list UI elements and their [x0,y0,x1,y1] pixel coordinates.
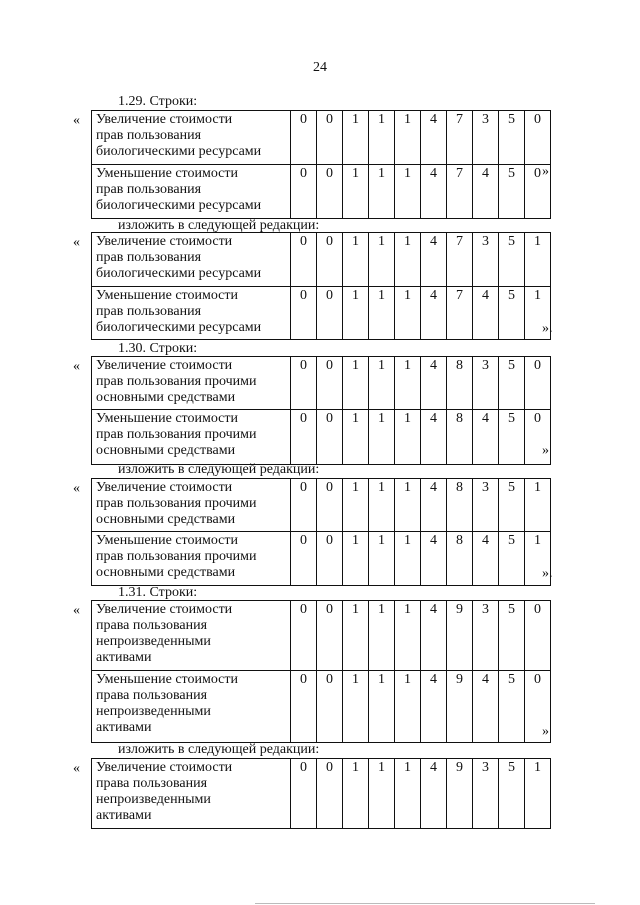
page-bottom-rule [255,903,595,904]
code-digit: 1 [395,479,421,532]
code-digit: 1 [395,111,421,165]
code-digit: 1 [343,759,369,829]
table-row [92,479,551,532]
code-digit: 0 [317,233,343,287]
code-digit: 1 [395,532,421,586]
code-digit: 1 [395,410,421,465]
code-digit: 0 [317,479,343,532]
quote-mark: « [73,235,80,250]
code-digit: 1 [525,479,551,532]
description-line: основными средствами [96,512,236,527]
code-digit: 0 [291,759,317,829]
code-digit: 1 [343,287,369,340]
description-line: активами [96,720,152,735]
description-line: основными средствами [96,443,236,458]
table-row [92,601,551,671]
code-digit: 8 [447,479,473,532]
code-table [91,110,551,219]
description-line: биологическими ресурсами [96,266,262,281]
code-digit: 8 [447,410,473,465]
code-digit: 1 [369,287,395,340]
code-digit: 3 [473,111,499,165]
description-line: прав пользования прочими [96,496,257,511]
description-line: Увеличение стоимости [96,234,233,249]
code-digit: 0 [317,287,343,340]
table-row [92,165,551,219]
code-digit: 5 [499,479,525,532]
quote-mark: ». [542,321,553,336]
code-digit: 1 [369,410,395,465]
description-line: прав пользования [96,304,202,319]
code-digit: 4 [421,287,447,340]
code-digit: 0 [291,671,317,743]
code-digit: 1 [343,165,369,219]
description-line: биологическими ресурсами [96,198,262,213]
table-row [92,671,551,743]
description-line: прав пользования прочими [96,374,257,389]
table-row [92,532,551,586]
code-table [91,356,551,465]
description-line: основными средствами [96,390,236,405]
code-digit: 7 [447,287,473,340]
code-digit: 4 [421,410,447,465]
code-digit: 0 [525,357,551,410]
code-digit: 4 [421,111,447,165]
code-digit: 1 [343,410,369,465]
description-line: непроизведенными [96,634,211,649]
code-digit: 1 [395,759,421,829]
description-line: права пользования [96,618,208,633]
code-digit: 5 [499,357,525,410]
code-digit: 4 [421,357,447,410]
quote-mark: « [73,113,80,128]
code-digit: 8 [447,532,473,586]
row-description [92,532,291,586]
code-digit: 4 [421,532,447,586]
code-digit: 0 [317,759,343,829]
code-digit: 0 [291,601,317,671]
code-digit: 0 [317,532,343,586]
code-digit: 5 [499,601,525,671]
code-digit: 5 [499,410,525,465]
quote-mark: » [542,164,549,179]
code-digit: 3 [473,601,499,671]
code-digit: 5 [499,287,525,340]
code-digit: 3 [473,357,499,410]
code-digit: 1 [525,287,551,340]
quote-mark: » [542,443,549,458]
code-digit: 1 [395,287,421,340]
code-digit: 4 [473,410,499,465]
code-digit: 1 [343,479,369,532]
table-row [92,233,551,287]
code-digit: 5 [499,165,525,219]
description-line: прав пользования прочими [96,427,257,442]
description-line: прав пользования прочими [96,549,257,564]
code-digit: 0 [291,479,317,532]
code-digit: 3 [473,479,499,532]
code-digit: 4 [421,479,447,532]
row-description [92,410,291,465]
code-digit: 1 [395,165,421,219]
table-row [92,357,551,410]
row-description [92,479,291,532]
description-line: Уменьшение стоимости [96,533,238,548]
code-digit: 9 [447,601,473,671]
code-digit: 4 [473,287,499,340]
description-line: основными средствами [96,565,236,580]
description-line: Увеличение стоимости [96,358,233,373]
row-description [92,357,291,410]
code-digit: 3 [473,233,499,287]
description-line: биологическими ресурсами [96,320,262,335]
code-digit: 1 [369,357,395,410]
replace-instruction: изложить в следующей редакции: [118,742,320,757]
code-digit: 1 [369,671,395,743]
code-digit: 1 [343,233,369,287]
description-line: Уменьшение стоимости [96,288,238,303]
code-digit: 1 [369,165,395,219]
code-digit: 0 [525,111,551,165]
code-digit: 4 [473,165,499,219]
code-digit: 1 [369,601,395,671]
row-description [92,671,291,743]
replace-instruction: изложить в следующей редакции: [118,218,320,233]
code-digit: 7 [447,165,473,219]
table-row [92,410,551,465]
replace-instruction: изложить в следующей редакции: [118,462,320,477]
code-digit: 7 [447,233,473,287]
quote-mark: « [73,359,80,374]
code-digit: 1 [395,233,421,287]
code-digit: 1 [395,357,421,410]
code-digit: 0 [291,357,317,410]
code-digit: 1 [369,532,395,586]
code-digit: 7 [447,111,473,165]
code-digit: 1 [525,759,551,829]
code-digit: 0 [317,601,343,671]
code-digit: 4 [421,165,447,219]
code-digit: 0 [291,165,317,219]
quote-mark: ». [542,566,553,581]
code-table [91,600,551,743]
description-line: Увеличение стоимости [96,760,233,775]
row-description [92,165,291,219]
code-digit: 4 [421,601,447,671]
code-digit: 5 [499,671,525,743]
description-line: прав пользования [96,128,202,143]
code-digit: 1 [343,671,369,743]
description-line: Уменьшение стоимости [96,166,238,181]
description-line: прав пользования [96,182,202,197]
code-digit: 1 [369,233,395,287]
row-description [92,287,291,340]
code-digit: 4 [421,233,447,287]
section-heading: 1.30. Строки: [118,341,198,356]
section-heading: 1.31. Строки: [118,585,198,600]
code-digit: 0 [525,601,551,671]
code-digit: 4 [473,532,499,586]
code-digit: 8 [447,357,473,410]
code-digit: 0 [317,357,343,410]
code-digit: 5 [499,759,525,829]
code-digit: 1 [369,479,395,532]
code-digit: 1 [395,671,421,743]
code-table [91,478,551,586]
code-table [91,758,551,829]
code-digit: 0 [291,532,317,586]
code-digit: 1 [525,532,551,586]
description-line: биологическими ресурсами [96,144,262,159]
description-line: права пользования [96,776,208,791]
code-digit: 0 [525,671,551,743]
code-digit: 1 [343,601,369,671]
description-line: активами [96,808,152,823]
code-digit: 0 [317,410,343,465]
row-description [92,601,291,671]
description-line: Уменьшение стоимости [96,411,238,426]
row-description [92,759,291,829]
code-digit: 0 [291,111,317,165]
code-digit: 0 [525,410,551,465]
code-digit: 1 [343,357,369,410]
description-line: права пользования [96,688,208,703]
row-description [92,233,291,287]
code-digit: 1 [369,759,395,829]
description-line: Увеличение стоимости [96,602,233,617]
code-table [91,232,551,340]
code-digit: 0 [291,410,317,465]
page-number: 24 [313,60,327,75]
quote-mark: « [73,481,80,496]
code-digit: 9 [447,671,473,743]
description-line: активами [96,650,152,665]
code-digit: 5 [499,233,525,287]
description-line: прав пользования [96,250,202,265]
code-digit: 0 [317,111,343,165]
row-description [92,111,291,165]
quote-mark: « [73,603,80,618]
code-digit: 0 [525,165,551,219]
section-heading: 1.29. Строки: [118,94,198,109]
description-line: непроизведенными [96,792,211,807]
description-line: Уменьшение стоимости [96,672,238,687]
code-digit: 1 [395,601,421,671]
description-line: Увеличение стоимости [96,112,233,127]
code-digit: 3 [473,759,499,829]
description-line: Увеличение стоимости [96,480,233,495]
code-digit: 4 [421,671,447,743]
code-digit: 1 [525,233,551,287]
table-row [92,759,551,829]
code-digit: 1 [343,532,369,586]
code-digit: 0 [317,671,343,743]
code-digit: 1 [343,111,369,165]
code-digit: 9 [447,759,473,829]
code-digit: 5 [499,111,525,165]
quote-mark: « [73,761,80,776]
code-digit: 4 [421,759,447,829]
code-digit: 0 [317,165,343,219]
code-digit: 0 [291,287,317,340]
code-digit: 4 [473,671,499,743]
quote-mark: » [542,724,549,739]
table-row [92,287,551,340]
table-row [92,111,551,165]
code-digit: 1 [369,111,395,165]
code-digit: 0 [291,233,317,287]
description-line: непроизведенными [96,704,211,719]
code-digit: 5 [499,532,525,586]
